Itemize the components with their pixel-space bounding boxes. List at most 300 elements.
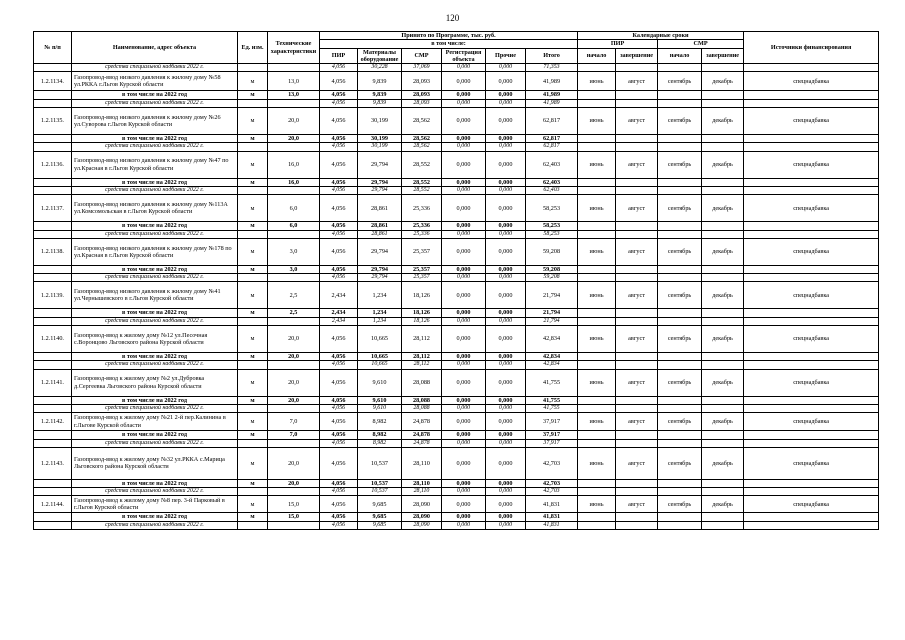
- cell-smr-start: сентябрь: [658, 496, 702, 513]
- cell-sub-materials: 29,794: [358, 178, 402, 186]
- cell-smr: 37,069: [402, 64, 442, 72]
- cell-sub-pir: 4,056: [320, 178, 358, 186]
- table-row: [34, 108, 879, 135]
- cell-other: 0,000: [486, 447, 526, 479]
- table-row-subtotal: [34, 222, 879, 230]
- cell-sp-registration: 0,000: [442, 186, 486, 194]
- table-row: [34, 413, 879, 431]
- cell-sub-pir: 4,056: [320, 91, 358, 99]
- cell-name: Газопровод-ввод к жилому дому №2 ул.Дубровка д.Сергеевка Льговского района Курской области: [72, 369, 238, 396]
- cell-sub-total: 37,917: [526, 431, 578, 439]
- cell-sp-registration: 0,000: [442, 230, 486, 238]
- cell-pir-start: июнь: [578, 282, 616, 309]
- cell-pir: 4,056: [320, 72, 358, 91]
- table-row-subtotal: [34, 479, 879, 487]
- table-row-special: [34, 186, 879, 194]
- cell-sp-other: 0,000: [486, 361, 526, 369]
- cell-sp-smr: 28,088: [402, 404, 442, 412]
- cell-sub-smr: 28,112: [402, 353, 442, 361]
- cell-sub-smr: 25,336: [402, 222, 442, 230]
- cell-sub-tech: 7,0: [268, 431, 320, 439]
- cell-smr-end: декабрь: [702, 413, 744, 431]
- cell-sub-tech: 20,0: [268, 479, 320, 487]
- cell-sp-pir: 2,434: [320, 317, 358, 325]
- table-row-special: [34, 521, 879, 529]
- cell-tech: 7,0: [268, 413, 320, 431]
- cell-sp-label: средства специальной надбавки 2022 г.: [72, 143, 238, 151]
- col-smr-end: завершение: [702, 48, 744, 64]
- cell-sub-total: 62,403: [526, 178, 578, 186]
- cell-registration: 0,000: [442, 326, 486, 353]
- cell-sp-registration: 0,000: [442, 274, 486, 282]
- cell-total: 41,831: [526, 496, 578, 513]
- cell-sub-total: 41,755: [526, 396, 578, 404]
- cell-unit: м: [238, 413, 268, 431]
- cell-total: 37,917: [526, 413, 578, 431]
- table-row: [34, 238, 879, 265]
- cell-registration: 0,000: [442, 108, 486, 135]
- cell-sp-pir: 4,056: [320, 439, 358, 447]
- cell-source: спецнадбавка: [744, 195, 879, 222]
- col-pir: ПИР: [320, 48, 358, 64]
- cell-registration: 0,000: [442, 447, 486, 479]
- cell-sp-registration: 0,000: [442, 404, 486, 412]
- cell-smr: 28,562: [402, 108, 442, 135]
- cell-other: 0,000: [486, 369, 526, 396]
- program-table: [33, 31, 879, 530]
- cell-pir: 4,056: [320, 369, 358, 396]
- cell-sub-pir: 4,056: [320, 135, 358, 143]
- cell-pir-end: август: [616, 326, 658, 353]
- col-accepted: Принято по Программе, тыс. руб.: [320, 32, 578, 40]
- cell-sp-total: 41,755: [526, 404, 578, 412]
- cell-sub-registration: 0,000: [442, 353, 486, 361]
- cell-pir: 4,056: [320, 151, 358, 178]
- cell-sub-registration: 0,000: [442, 309, 486, 317]
- cell-tech: 20,0: [268, 326, 320, 353]
- cell-sub-materials: 1,234: [358, 309, 402, 317]
- cell-pir-end: август: [616, 369, 658, 396]
- cell-registration: 0,000: [442, 496, 486, 513]
- col-smr-start: начало: [658, 48, 702, 64]
- cell-smr: 25,357: [402, 238, 442, 265]
- cell-registration: 0,000: [442, 238, 486, 265]
- col-total: Итого: [526, 48, 578, 64]
- cell-sp-pir: 4,056: [320, 274, 358, 282]
- cell-sub-registration: 0,000: [442, 178, 486, 186]
- cell-pir-start: июнь: [578, 326, 616, 353]
- cell-smr-start: сентябрь: [658, 151, 702, 178]
- cell-pir-end: август: [616, 72, 658, 91]
- table-row: [34, 282, 879, 309]
- cell-sub-total: 42,703: [526, 479, 578, 487]
- cell-sub-smr: 28,088: [402, 396, 442, 404]
- cell-sub-registration: 0,000: [442, 431, 486, 439]
- cell-sub-label: в том числе на 2022 год: [72, 222, 238, 230]
- cell-sp-materials: 9,839: [358, 99, 402, 107]
- cell-smr-start: сентябрь: [658, 413, 702, 431]
- cell-sub-materials: 9,685: [358, 513, 402, 521]
- cell-smr-end: декабрь: [702, 326, 744, 353]
- cell-sp-label: средства специальной надбавки 2022 г.: [72, 488, 238, 496]
- cell-smr-end: декабрь: [702, 447, 744, 479]
- cell-registration: 0,000: [442, 195, 486, 222]
- cell-sub-materials: 9,610: [358, 396, 402, 404]
- cell-sp-registration: 0,000: [442, 521, 486, 529]
- cell-pir: 4,056: [320, 238, 358, 265]
- table-row-subtotal: [34, 178, 879, 186]
- cell-sp-pir: 4,056: [320, 230, 358, 238]
- cell-sub-total: 62,817: [526, 135, 578, 143]
- cell-sub-smr: 28,562: [402, 135, 442, 143]
- table-row: [34, 64, 879, 72]
- cell-pir-start: июнь: [578, 151, 616, 178]
- cell-sub-smr: 28,110: [402, 479, 442, 487]
- cell-sub-registration: 0,000: [442, 513, 486, 521]
- cell-sp-materials: 29,794: [358, 186, 402, 194]
- table-row: [34, 195, 879, 222]
- cell-num: 1.2.1143.: [34, 447, 72, 479]
- table-row-subtotal: [34, 353, 879, 361]
- cell-sub-label: в том числе на 2022 год: [72, 135, 238, 143]
- cell-registration: 0,000: [442, 72, 486, 91]
- cell-smr: 28,093: [402, 72, 442, 91]
- cell-pir: 4,056: [320, 447, 358, 479]
- cell-sub-unit: м: [238, 178, 268, 186]
- table-row: [34, 447, 879, 479]
- cell-name: Газопровод-ввод низкого давления к жилому дому №41 ул.Чернышевского в г.Льгов Курской области: [72, 282, 238, 309]
- cell-pir-end: август: [616, 496, 658, 513]
- col-materials: Материалы оборудование: [358, 48, 402, 64]
- cell-sp-other: 0,000: [486, 99, 526, 107]
- cell-sub-registration: 0,000: [442, 91, 486, 99]
- cell-sub-other: 0,000: [486, 513, 526, 521]
- cell-name: Газопровод-ввод низкого давления к жилому дому №47 по ул.Красная в г.Льгов Курской области: [72, 151, 238, 178]
- table-row: [34, 326, 879, 353]
- cell-tech: 20,0: [268, 108, 320, 135]
- cell-sp-other: 0,000: [486, 186, 526, 194]
- cell-total: 41,755: [526, 369, 578, 396]
- cell-sp-other: 0,000: [486, 404, 526, 412]
- cell-materials: 29,794: [358, 238, 402, 265]
- cell-sub-other: 0,000: [486, 178, 526, 186]
- cell-sub-other: 0,000: [486, 309, 526, 317]
- cell-total: 62,403: [526, 151, 578, 178]
- table-row-subtotal: [34, 513, 879, 521]
- cell-other: 0,000: [486, 195, 526, 222]
- cell-sp-label: средства специальной надбавки 2022 г.: [72, 317, 238, 325]
- cell-materials: 1,234: [358, 282, 402, 309]
- cell-pir: 2,434: [320, 282, 358, 309]
- cell-smr-end: декабрь: [702, 108, 744, 135]
- cell-sp-smr: 28,090: [402, 521, 442, 529]
- cell-sub-tech: 20,0: [268, 135, 320, 143]
- cell-pir-start: июнь: [578, 108, 616, 135]
- cell-sub-registration: 0,000: [442, 396, 486, 404]
- col-other: Прочие: [486, 48, 526, 64]
- cell-sub-label: в том числе на 2022 год: [72, 396, 238, 404]
- cell-tech: 6,0: [268, 195, 320, 222]
- col-registration: Регистрация объекта: [442, 48, 486, 64]
- cell-sp-pir: 4,056: [320, 186, 358, 194]
- cell-tech: 20,0: [268, 447, 320, 479]
- cell-pir-end: август: [616, 413, 658, 431]
- cell-sp-label: средства специальной надбавки 2022 г.: [72, 99, 238, 107]
- cell-smr-end: декабрь: [702, 496, 744, 513]
- cell-num: 1.2.1138.: [34, 238, 72, 265]
- cell-sub-materials: 29,794: [358, 265, 402, 273]
- cell-sp-other: 0,000: [486, 439, 526, 447]
- cell-sub-materials: 10,537: [358, 479, 402, 487]
- cell-sp-registration: 0,000: [442, 143, 486, 151]
- cell-sp-materials: 29,794: [358, 274, 402, 282]
- cell-sub-materials: 28,861: [358, 222, 402, 230]
- cell-sub-tech: 20,0: [268, 396, 320, 404]
- cell-materials: 9,610: [358, 369, 402, 396]
- cell-num: 1.2.1142.: [34, 413, 72, 431]
- cell-source: спецнадбавка: [744, 72, 879, 91]
- cell-materials: 30,228: [358, 64, 402, 72]
- cell-sp-total: 41,831: [526, 521, 578, 529]
- cell-pir-end: август: [616, 195, 658, 222]
- cell-sp-label: средства специальной надбавки 2022 г.: [72, 361, 238, 369]
- table-row-subtotal: [34, 309, 879, 317]
- col-num: № п/п: [34, 32, 72, 64]
- cell-unit: м: [238, 238, 268, 265]
- cell-materials: 9,839: [358, 72, 402, 91]
- table-row: [34, 496, 879, 513]
- cell-sp-total: 59,208: [526, 274, 578, 282]
- table-row-special: [34, 404, 879, 412]
- cell-sp-other: 0,000: [486, 274, 526, 282]
- col-cal-smr: СМР: [658, 40, 744, 48]
- cell-sub-label: в том числе на 2022 год: [72, 178, 238, 186]
- cell-unit: м: [238, 151, 268, 178]
- cell-other: 0,000: [486, 496, 526, 513]
- cell-sub-materials: 8,982: [358, 431, 402, 439]
- cell-sub-pir: 2,434: [320, 309, 358, 317]
- cell-registration: 0,000: [442, 64, 486, 72]
- cell-sp-materials: 9,610: [358, 404, 402, 412]
- table-row-subtotal: [34, 265, 879, 273]
- cell-sp-total: 62,403: [526, 186, 578, 194]
- col-cal-pir: ПИР: [578, 40, 658, 48]
- cell-smr-end: декабрь: [702, 195, 744, 222]
- cell-sub-label: в том числе на 2022 год: [72, 353, 238, 361]
- cell-sub-other: 0,000: [486, 353, 526, 361]
- cell-sub-other: 0,000: [486, 396, 526, 404]
- cell-sub-pir: 4,056: [320, 431, 358, 439]
- cell-other: 0,000: [486, 326, 526, 353]
- cell-name: Газопровод-ввод низкого давления к жилому дому №58 ул.РККА г.Льгов Курской области: [72, 72, 238, 91]
- cell-total: 41,989: [526, 72, 578, 91]
- cell-pir-start: июнь: [578, 238, 616, 265]
- cell-sub-smr: 18,126: [402, 309, 442, 317]
- cell-unit: м: [238, 447, 268, 479]
- cell-sp-other: 0,000: [486, 143, 526, 151]
- table-row-special: [34, 143, 879, 151]
- cell-sp-pir: 4,056: [320, 404, 358, 412]
- cell-name: Газопровод-ввод к жилому дому №12 ул.Песочная с.Воронцово Льговского района Курской области: [72, 326, 238, 353]
- col-smr: СМР: [402, 48, 442, 64]
- cell-sub-label: в том числе на 2022 год: [72, 431, 238, 439]
- cell-sub-total: 41,831: [526, 513, 578, 521]
- cell-materials: 9,685: [358, 496, 402, 513]
- cell-sub-registration: 0,000: [442, 479, 486, 487]
- cell-sp-registration: 0,000: [442, 317, 486, 325]
- cell-sp-total: 41,989: [526, 99, 578, 107]
- cell-registration: 0,000: [442, 282, 486, 309]
- cell-sub-pir: 4,056: [320, 513, 358, 521]
- cell-pir-start: июнь: [578, 195, 616, 222]
- table-row: [34, 369, 879, 396]
- table-row-subtotal: [34, 91, 879, 99]
- cell-sp-label: средства специальной надбавки 2022 г.: [72, 521, 238, 529]
- cell-sub-total: 58,253: [526, 222, 578, 230]
- cell-sp-total: 62,817: [526, 143, 578, 151]
- cell-pir-end: август: [616, 238, 658, 265]
- cell-sub-unit: м: [238, 135, 268, 143]
- cell-source: спецнадбавка: [744, 413, 879, 431]
- cell-materials: 10,537: [358, 447, 402, 479]
- cell-materials: 28,861: [358, 195, 402, 222]
- cell-other: 0,000: [486, 72, 526, 91]
- cell-smr-end: декабрь: [702, 282, 744, 309]
- cell-other: 0,000: [486, 413, 526, 431]
- cell-registration: 0,000: [442, 413, 486, 431]
- cell-smr-start: сентябрь: [658, 238, 702, 265]
- col-pir-end: завершение: [616, 48, 658, 64]
- cell-source: спецнадбавка: [744, 369, 879, 396]
- cell-sub-pir: 4,056: [320, 479, 358, 487]
- cell-sub-pir: 4,056: [320, 265, 358, 273]
- cell-smr-start: сентябрь: [658, 282, 702, 309]
- col-calendar: Календарные сроки: [578, 32, 744, 40]
- col-including: в том числе:: [320, 40, 578, 48]
- cell-unit: м: [238, 496, 268, 513]
- row-label: средства специальной надбавки 2022 г.: [72, 64, 238, 72]
- cell-sub-other: 0,000: [486, 431, 526, 439]
- cell-sub-smr: 28,090: [402, 513, 442, 521]
- cell-pir: 4,056: [320, 195, 358, 222]
- cell-pir: 4,056: [320, 108, 358, 135]
- cell-sub-label: в том числе на 2022 год: [72, 91, 238, 99]
- cell-tech: 13,0: [268, 72, 320, 91]
- cell-sp-pir: 4,056: [320, 143, 358, 151]
- cell-smr: 24,878: [402, 413, 442, 431]
- cell-sp-total: 42,703: [526, 488, 578, 496]
- cell-sub-registration: 0,000: [442, 265, 486, 273]
- cell-sub-smr: 28,093: [402, 91, 442, 99]
- cell-name: Газопровод-ввод к жилому дому №8 пер. 3-й Парковый в г.Льгов Курской области: [72, 496, 238, 513]
- cell-unit: м: [238, 326, 268, 353]
- cell-sub-unit: м: [238, 513, 268, 521]
- table-header: [34, 32, 879, 64]
- cell-sub-total: 59,208: [526, 265, 578, 273]
- cell-sp-smr: 28,110: [402, 488, 442, 496]
- cell-source: спецнадбавка: [744, 496, 879, 513]
- cell-sub-registration: 0,000: [442, 222, 486, 230]
- cell-sp-pir: 4,056: [320, 521, 358, 529]
- cell-sub-unit: м: [238, 431, 268, 439]
- cell-smr-start: сентябрь: [658, 72, 702, 91]
- cell-pir-start: июнь: [578, 413, 616, 431]
- cell-sp-smr: 25,357: [402, 274, 442, 282]
- table-row-subtotal: [34, 431, 879, 439]
- cell-num: 1.2.1144.: [34, 496, 72, 513]
- col-tech: Технические характеристики: [268, 32, 320, 64]
- cell-registration: 0,000: [442, 369, 486, 396]
- cell-sp-other: 0,000: [486, 521, 526, 529]
- cell-pir-start: июнь: [578, 496, 616, 513]
- cell-pir-start: июнь: [578, 447, 616, 479]
- cell-sub-label: в том числе на 2022 год: [72, 513, 238, 521]
- cell-sub-registration: 0,000: [442, 135, 486, 143]
- table-row-special: [34, 99, 879, 107]
- cell-sub-label: в том числе на 2022 год: [72, 479, 238, 487]
- cell-smr-end: декабрь: [702, 72, 744, 91]
- cell-sub-tech: 13,0: [268, 91, 320, 99]
- cell-materials: 30,199: [358, 108, 402, 135]
- cell-sp-other: 0,000: [486, 230, 526, 238]
- cell-sp-pir: 4,056: [320, 488, 358, 496]
- table-row-special: [34, 317, 879, 325]
- cell-sub-unit: м: [238, 91, 268, 99]
- cell-num: 1.2.1134.: [34, 72, 72, 91]
- cell-sub-other: 0,000: [486, 479, 526, 487]
- table-row-subtotal: [34, 396, 879, 404]
- cell-smr-start: сентябрь: [658, 369, 702, 396]
- cell-sp-label: средства специальной надбавки 2022 г.: [72, 404, 238, 412]
- cell-tech: 3,0: [268, 238, 320, 265]
- cell-source: спецнадбавка: [744, 151, 879, 178]
- cell-other: 0,000: [486, 238, 526, 265]
- cell-pir: 4,056: [320, 326, 358, 353]
- cell-unit: м: [238, 195, 268, 222]
- cell-sp-smr: 25,336: [402, 230, 442, 238]
- cell-total: 58,253: [526, 195, 578, 222]
- cell-sub-tech: 20,0: [268, 353, 320, 361]
- cell-smr-start: сентябрь: [658, 108, 702, 135]
- cell-smr: 28,110: [402, 447, 442, 479]
- cell-tech: 20,0: [268, 369, 320, 396]
- cell-smr: 28,090: [402, 496, 442, 513]
- cell-materials: 8,982: [358, 413, 402, 431]
- cell-sp-registration: 0,000: [442, 99, 486, 107]
- cell-sub-smr: 28,552: [402, 178, 442, 186]
- cell-smr: 18,126: [402, 282, 442, 309]
- cell-sub-pir: 4,056: [320, 353, 358, 361]
- cell-smr-end: декабрь: [702, 369, 744, 396]
- cell-registration: 0,000: [442, 151, 486, 178]
- cell-pir-start: июнь: [578, 369, 616, 396]
- cell-smr-start: сентябрь: [658, 326, 702, 353]
- table-body: [34, 64, 879, 530]
- cell-sub-unit: м: [238, 396, 268, 404]
- table-row-special: [34, 361, 879, 369]
- cell-other: 0,000: [486, 108, 526, 135]
- cell-sub-other: 0,000: [486, 265, 526, 273]
- cell-sp-materials: 9,685: [358, 521, 402, 529]
- cell-pir: 4,056: [320, 496, 358, 513]
- table-row-subtotal: [34, 135, 879, 143]
- cell-num: 1.2.1136.: [34, 151, 72, 178]
- cell-sub-materials: 30,199: [358, 135, 402, 143]
- cell-num: 1.2.1139.: [34, 282, 72, 309]
- cell-num: 1.2.1140.: [34, 326, 72, 353]
- cell-name: Газопровод-ввод низкого давления к жилому дому №178 по ул.Красная в г.Льгов Курской области: [72, 238, 238, 265]
- cell-sp-total: 21,794: [526, 317, 578, 325]
